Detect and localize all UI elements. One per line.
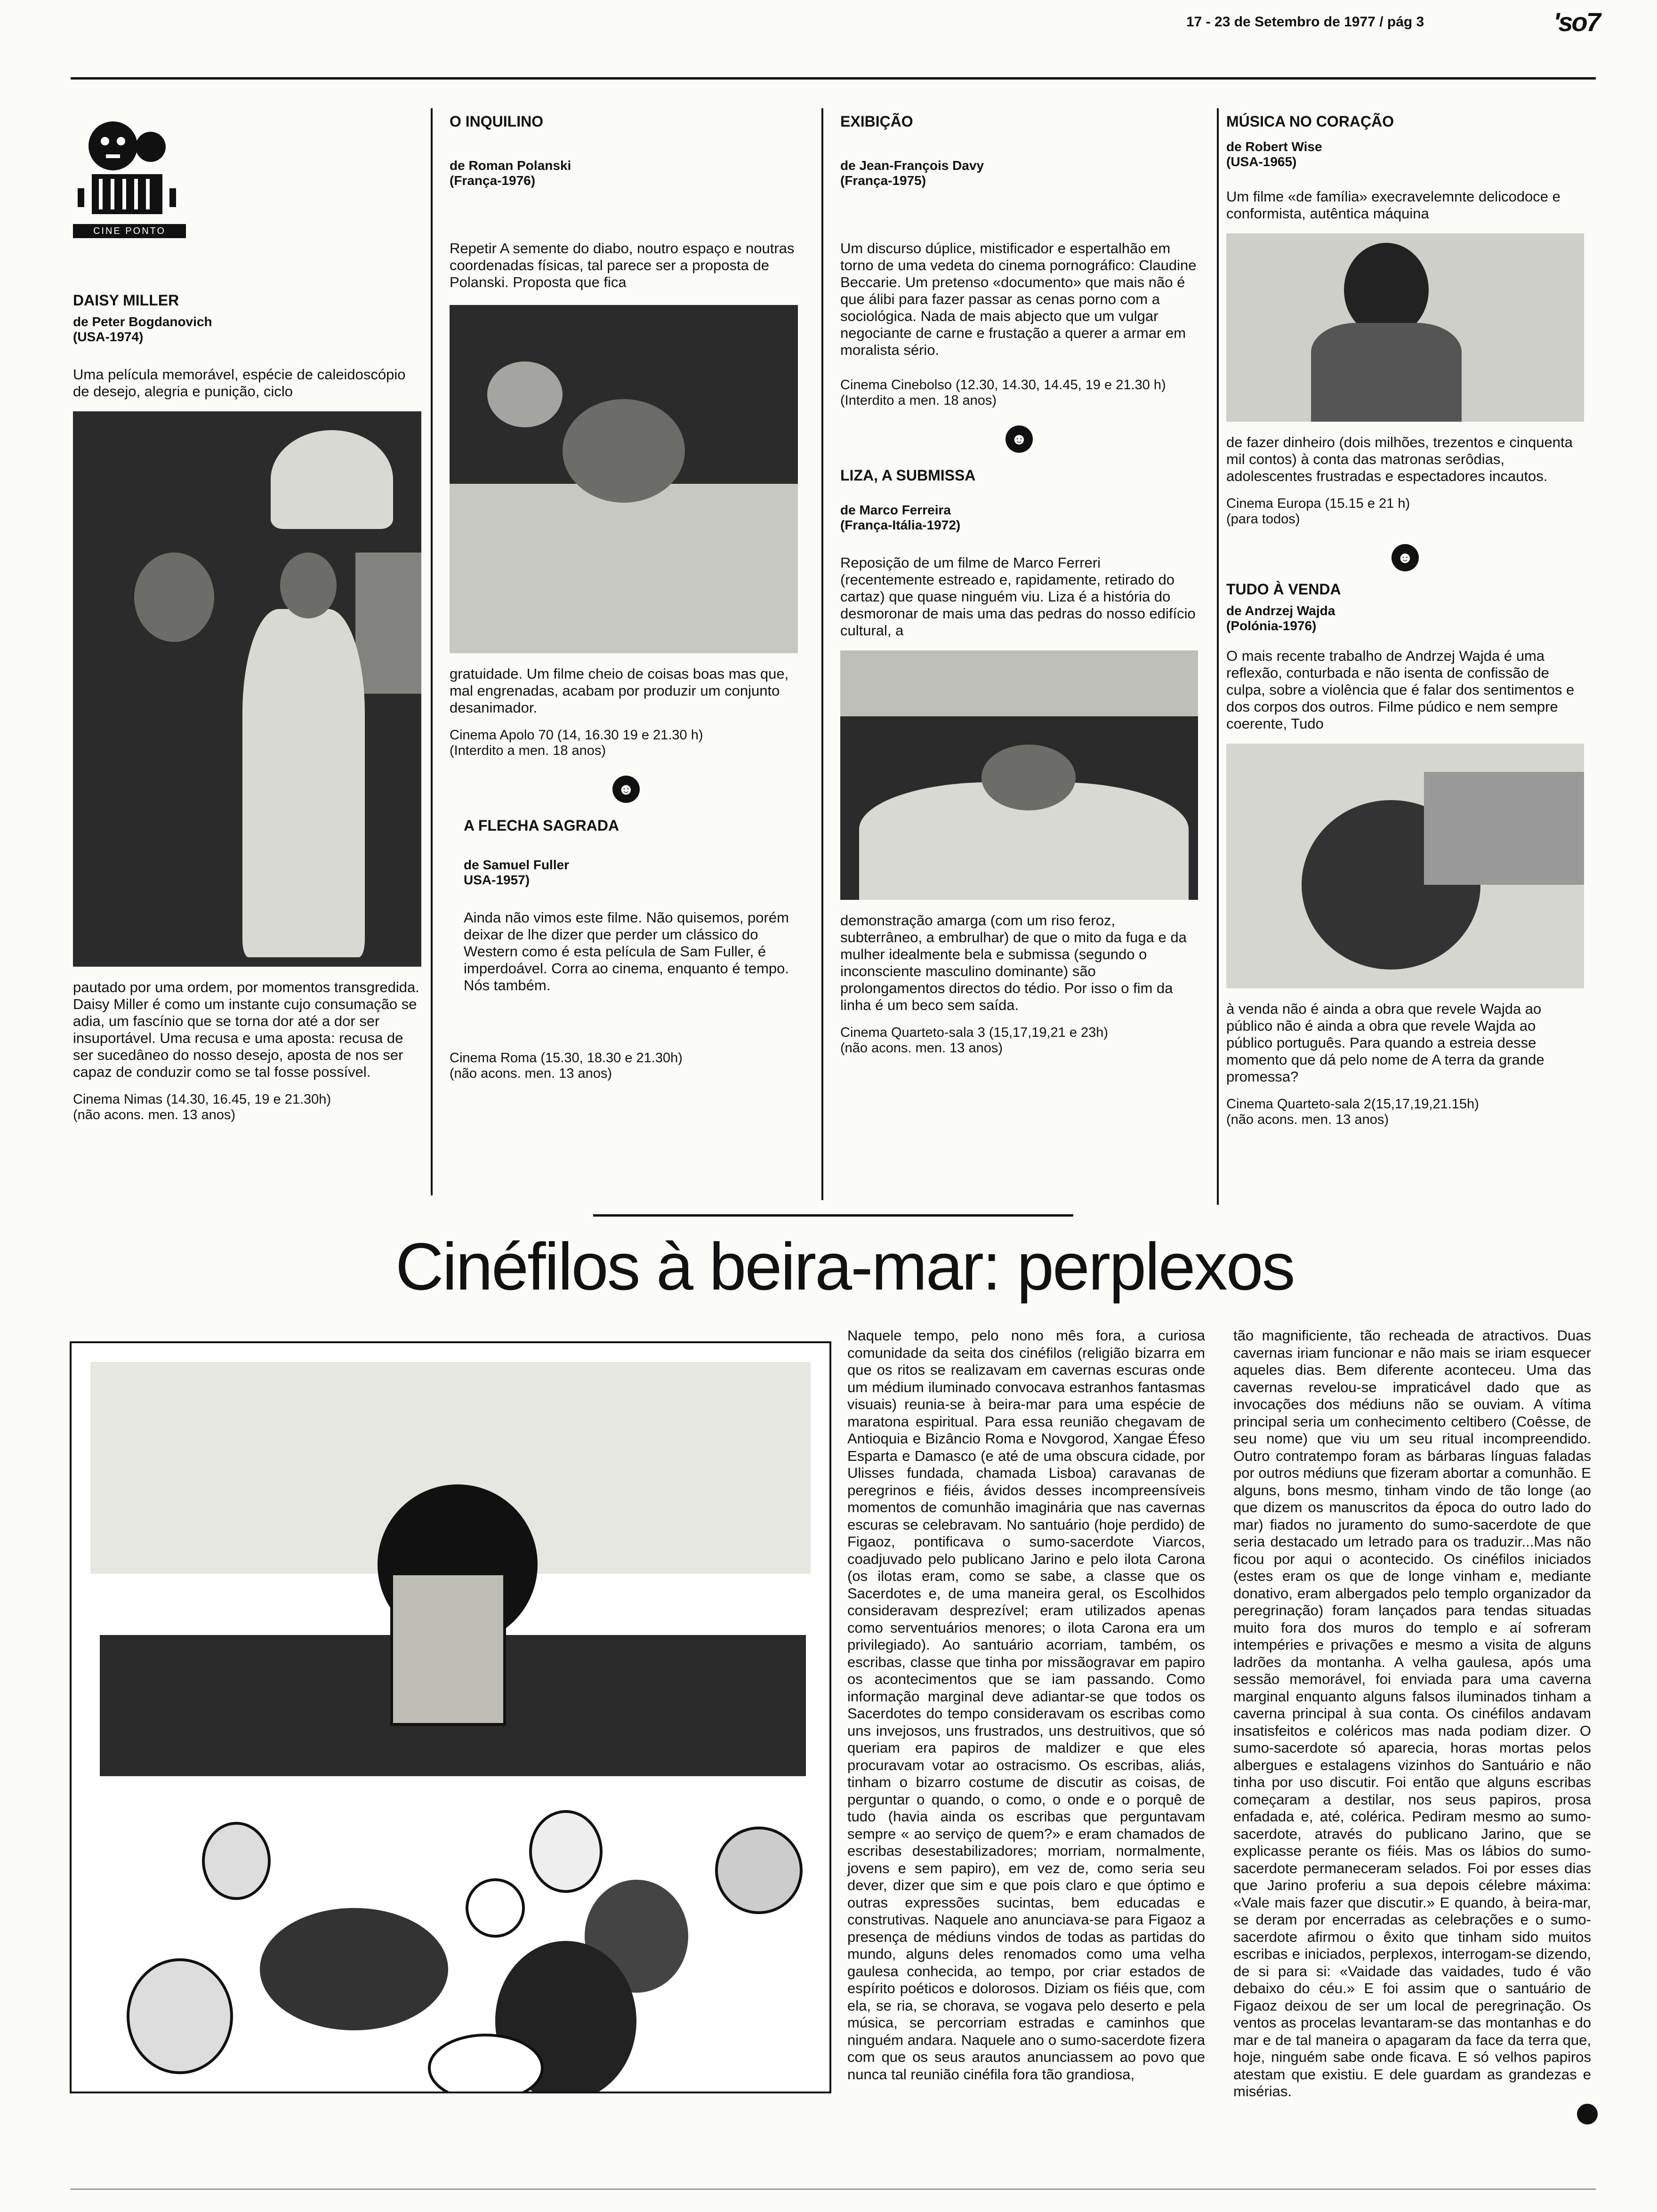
age-rating: (não acons. men. 13 anos) [1226,1112,1389,1127]
review-text: de fazer dinheiro (dois milhões, trezentos e cinquenta mil contos) à conta das matronas serôdias, adolescentes frustradas e espectadores incautos. [1226,434,1573,484]
country-year: (USA-1965) [1226,154,1297,169]
age-rating: (não acons. men. 13 anos) [450,1066,612,1081]
review-text: Ainda não vimos este filme. Não quisemos, porém deixar de lhe dizer que perder um clássico do Western como é esta película de Sam Fuller, é imperdoável. Corra ao cinema, enquanto é tempo. Nós também. [464,909,789,994]
feature-illustration [70,1341,831,2093]
review-title: LIZA, A SUBMISSA [840,467,976,484]
review-title: EXIBIÇÃO [840,113,913,130]
still-photo [840,650,1198,900]
review-musica-no-coracao [1226,113,1584,1145]
screening-info [450,728,803,759]
cine-ponto-logo [73,118,186,259]
review-text: Um filme «de família» execravelemnte delicodoce e conformista, autêntica máquina [1226,188,1560,222]
issue-date-page: 17 - 23 de Setembro de 1977 / pág 3 [1186,14,1424,30]
cinema-times: Cinema Europa (15.15 e 21 h) [1226,496,1410,511]
cinema-times: Cinema Apolo 70 (14, 16.30 19 e 21.30 h) [450,728,703,743]
screening-info [1226,496,1584,527]
director: de Robert Wise [1226,139,1322,154]
column-rule [431,108,433,1195]
age-rating: (para todos) [1226,512,1300,527]
age-rating: (não acons. men. 13 anos) [73,1107,235,1122]
still-photo [1226,744,1584,988]
feature-headline: Cinéfilos à beira-mar: perplexos [395,1229,1294,1304]
bottom-divider [71,2188,1596,2190]
review-title: TUDO À VENDA [1226,581,1341,598]
review-text: O mais recente trabalho de Andrzej Wajda é uma reflexão, conturbada e não isenta de confissão de culpa, sobre a violência que é falar dos sentimentos e dos corpos dos outros. Filme púdico e nem sempre coerente, Tudo [1226,648,1575,732]
review-o-inquilino [450,113,803,1098]
headline-rule [593,1214,1073,1217]
cinema-times: Cinema Nimas (14.30, 16.45, 19 e 21.30h) [73,1092,331,1107]
review-title: A FLECHA SAGRADA [464,817,619,834]
end-mark-icon [1577,2104,1598,2124]
review-text: Repetir A semente do diabo, noutro espaço e noutras coordenadas físicas, tal parece ser a proposta de Polanski. Proposta que fica [450,240,795,290]
director: de Jean-François Davy [840,158,984,173]
screening-info [1226,1097,1584,1128]
review-text: à venda não é ainda a obra que revele Wajda ao público não é ainda a obra que revele Wajda ao público português. Para quando a estreia desse momento que dá pelo nome de A terra da grande promessa? [1226,1001,1544,1085]
screening-info [840,1025,1198,1056]
review-credit [1226,603,1584,633]
country-year: (França-Itália-1972) [840,518,961,532]
review-text: Uma película memorável, espécie de caleidoscópio de desejo, alegria e punição, ciclo [73,366,406,400]
feature-text: Naquele tempo, pelo nono mês fora, a curiosa comunidade da seita dos cinéfilos (religião bizarra em que os ritos se realizavam em cavernas escuras onde um médium iluminado convocava estranhos fantasmas visuais) reunia-se à beira-mar para uma espécie de maratona espiritual. Para essa reunião chegavam de Antioquia e Bizâncio Roma e Novgorod, Xangae Éfeso Esparta e Damasco (e até de uma obscura cidade, por Ulisses fundada, chamada Lisboa) caravanas de peregrinos e fiéis, ávidos desses incompreensíveis momentos de comunhão imaginária que nas cavernas escuras se celebravam. No santuário (hoje perdido) de Figaoz, pontificava o sumo-sacerdote Viarcos, coadjuvado pelo publicano Jarino e pelo ilota Carona (os ilotas eram, como se sabe, a classe que os Sacerdotes e, de uma maneira geral, os Escolhidos consideravam desprezível; eram utilizados apenas como serventuários menores; o ilota Carona era um privilegiado). Ao santuário acorriam, também, os escribas, classe que tinha por missãogravar em papiro os acontecimentos que se iam passando. Como informação marginal deve adiantar-se que todos os Sacerdotes do tempo consideravam os escribas como uns invejosos, uns frustrados, uns destruitivos, que só queriam era papiros de maldizer e que eles procuravam votar ao ostracismo. Os escribas, aliás, tinham o bizarro costume de discutir as coisas, de perguntar o quando, o como, o onde e o porquê de tudo (havia ainda os escribas que perguntavam sempre « ao serviço de quem?» e eram chamados de escribas desestabilizadores; morriam, normalmente, jovens e sem papiro), em vez de, como seria seu dever, dizer que sim e que pois claro e que óptimo e outras expressões sucintas, bem educadas e construtivas. Naquele ano anunciava-se para Figaoz a presença de médiuns vindos de todas as partidas do mundo, alguns deles renomados como uma velha gaulesa conhecida, ao tempo, por criar estados de espírito poéticos e dolorosos. Diziam os fiéis que, com ela, se ria, se chorava, se vogava pelo deserto e pela música, se percorriam estradas e caminhos que ninguém andara. Naquele ano o sumo-sacerdote fizera com que os seus arautos anunciassem ao povo que nunca tal reunião cinéfila fora tão grandiosa, [847,1327,1205,2083]
review-title: O INQUILINO [450,113,544,130]
age-rating: (Interdito a men. 18 anos) [840,393,997,408]
review-daisy-miller [73,118,421,1140]
review-credit [73,314,421,345]
smiley-icon: ☻ [1392,544,1419,571]
age-rating: (não acons. men. 13 anos) [840,1041,1003,1056]
review-credit [464,858,803,888]
screening-info [840,377,1198,409]
director: de Andrzej Wajda [1226,603,1335,618]
feature-text: tão magnificiente, tão recheada de atractivos. Duas cavernas iriam funcionar e não mais se iriam esquecer aqueles dias. Bem diferente aconteceu. Uma das cavernas revelou-se impraticável dado que as invocações dos médiuns não se ouviam. A vítima principal seria um conhecimento celtibero (Coêsse, de seu nome) que viu um seu ritual incompreendido. Outro contratempo foram as bárbaras línguas faladas por outros médiuns que fizeram abortar a comunhão. E alguns, bons mesmo, tinham vindo de tão longe (ao que dizem os manuscritos da época do outro lado do mar) fiados no juramento do sumo-sacerdote de que seria destacado um letrado para os traduzir...Mas não ficou por aqui o acontecido. Os cinéfilos iniciados (estes eram os que de longe vinham e, mediante donativo, eram albergados pelo templo organizador da peregrinação) foram lançados para tendas situadas muito fora dos muros do templo e aí sofreram intempéries e privações e mesmo a visita de alguns ladrões da montanha. A velha gaulesa, após uma sessão memorável, foi enviada para uma caverna marginal enquanto alguns falsos iluminados tinham a caverna principal à sua conta. Os cinéfilos andavam insatisfeitos e coléricos mas nada podiam dizer. O sumo-sacerdote só aparecia, horas mortas pelos albergues e estalagens vizinhos do Santuário e não tinha por uso discutir. Foi então que alguns escribas começaram a destilar, nos seus papiros, prosa enfadada e, até, colérica. Pediram mesmo ao sumo-sacerdote, através do publicano Jarino, que se explicasse perante os fiéis. Mas os lábios do sumo-sacerdote permaneceram selados. Foi por esses dias que Jarino proferiu a sua depois célebre máxima: «Vale mais fazer que discutir.» E quando, à beira-mar, se deram por encerradas as celebrações e o sumo-sacerdote afirmou o êxito que tinham sido muitos escribas e iniciados, perplexos, interrogam-se dizendo, de si para si: «Vaidade das vaidades, tudo é vão debaixo do céu.» E foi assim que o santuário de Figaoz deixou de ser um local de peregrinação. Os ventos as procelas levantaram-se das montanhas e do mar e de tal maneira o apagaram da face da terra que, hoje, ninguém sabe onde ficava. E só velhos papiros atestam que existiu. E dele guardam as grandezas e misérias. [1233,1327,1591,2100]
country-year: (França-1975) [840,173,926,188]
director: de Peter Bogdanovich [73,314,212,329]
review-text: gratuidade. Um filme cheio de coisas boas mas que, mal engrenadas, acabam por produzir um conjunto desanimador. [450,665,789,716]
age-rating: (Interdito a men. 18 anos) [450,743,606,758]
review-text: Um discurso dúplice, mistificador e espertalhão em torno de uma vedeta do cinema pornográfico: Claudine Beccarie. Um pretenso «documento» que mais não é que álibi para fazer passar as cenas porno com a sociológica. Nada de mais abjecto que um vulgar negociante de carne e frustação a querer a armar em moralista sério. [840,240,1197,358]
review-text: pautado por uma ordem, por momentos transgredida. Daisy Miller é como um instante cujo consumação se adia, um fascínio que se torna dor até a dor ser insuportável. Uma recusa e uma aposta: recusa de ser sucedâneo do nosso desejo, aposta de nos ser capaz de conduzir como se tal fosse possível. [73,979,419,1080]
smiley-icon: ☻ [612,776,640,803]
surreal-collage-illustration [72,1343,829,2092]
review-credit [840,503,1198,533]
still-photo [450,305,798,653]
review-title: MÚSICA NO CORAÇÃO [1226,113,1394,130]
film-camera-icon [73,118,186,226]
feature-column-2 [1233,1327,1591,2100]
still-photo [1226,233,1584,422]
review-credit [840,158,1198,188]
masthead-logo: 'so7 [1553,7,1600,37]
country-year: USA-1957) [464,873,530,887]
screening-info [450,1050,803,1082]
country-year: (Polónia-1976) [1226,618,1317,633]
review-credit [450,158,803,188]
cinema-times: Cinema Quarteto-sala 3 (15,17,19,21 e 23h) [840,1025,1109,1040]
screening-info [73,1092,421,1123]
top-divider [71,77,1596,80]
review-credit [1226,139,1584,169]
director: de Roman Polanski [450,158,571,173]
still-photo [73,411,421,967]
cinema-times: Cinema Quarteto-sala 2(15,17,19,21.15h) [1226,1097,1479,1112]
cinema-times: Cinema Cinebolso (12.30, 14.30, 14.45, 19 e 21.30 h) [840,377,1166,393]
logo-label: CINE PONTO [73,224,186,238]
review-exibicao [840,113,1198,1073]
review-text: demonstração amarga (com um riso feroz, subterrâneo, a embrulhar) de que o mito da fuga e da mulher idealmente bela e submissa (segundo o inconsciente masculino dominante) são prolongamentos directos do tédio. Por isso o fim da linha é um beco sem saída. [840,912,1187,1013]
feature-column-1 [847,1327,1205,2083]
review-text: Reposição de um filme de Marco Ferreri (recentemente estreado e, rapidamente, retirado do cartaz) que quase ninguém viu. Liza é a história do desmoronar de mais uma das pedras do nosso edifício cultural, a [840,554,1196,639]
column-rule [821,108,823,1200]
director: de Samuel Fuller [464,858,570,872]
country-year: (USA-1974) [73,329,144,344]
country-year: (França-1976) [450,173,536,188]
review-title: DAISY MILLER [73,292,179,309]
cinema-times: Cinema Roma (15.30, 18.30 e 21.30h) [450,1050,683,1066]
column-rule [1217,108,1219,1205]
director: de Marco Ferreira [840,503,951,517]
smiley-icon: ☻ [1005,425,1033,453]
